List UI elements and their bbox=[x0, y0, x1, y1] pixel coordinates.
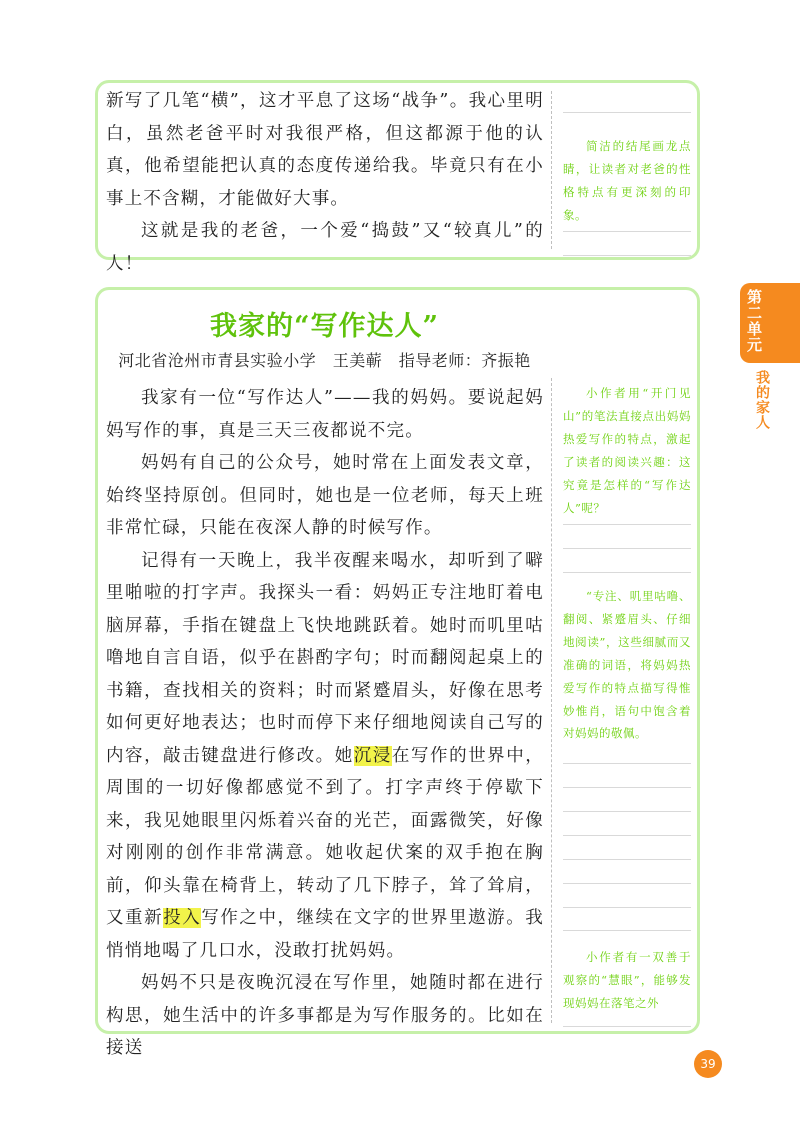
paragraph-3-part-c: 写作之中，继续在文字的世界里遨游。我悄悄地喝了几口水，没敢打扰妈妈。 bbox=[106, 908, 544, 961]
article-title: 我家的“写作达人” bbox=[209, 311, 440, 342]
page-number: 39 bbox=[694, 1050, 722, 1078]
paragraph-3-part-b: 在写作的世界中，周围的一切好像都感觉不到了。打字声终于停歇下来，我见她眼里闪烁着兴奋的光芒，面露微笑，好像对刚刚的创作非常满意。她收起伏案的双手抱在胸前，仰头靠在椅背上，转动了几下脖子，耸了耸肩，又重新 bbox=[106, 745, 544, 928]
side-note-3: “专注、叽里咕噜、翻阅、紧蹙眉头、仔细地阅读”，这些细腻而又准确的词语，将妈妈热爱写作的特点描写得惟妙惟肖，语句中饱含着对妈妈的敬佩。 bbox=[563, 585, 691, 745]
paragraph-3 bbox=[106, 545, 544, 968]
main-text-panel bbox=[95, 287, 700, 1058]
paragraph-4: 妈妈不只是夜晚沉浸在写作里，她随时都在进行构思，她生活中的许多事都是为写作服务的。比如在接送 bbox=[106, 973, 544, 1058]
unit-tab bbox=[740, 283, 800, 363]
side-note-1: 简洁的结尾画龙点睛，让读者对老爸的性格特点有更深刻的印象。 bbox=[563, 135, 691, 227]
highlight-word-2: 投入 bbox=[163, 908, 202, 928]
paragraph-2: 妈妈有自己的公众号，她时常在上面发表文章，始终坚持原创。但同时，她也是一位老师，每天上班非常忙碌，只能在夜深人静的时候写作。 bbox=[106, 453, 544, 538]
article-author: 河北省沧州市青县实验小学 王美蕲 指导老师：齐振艳 bbox=[118, 351, 531, 370]
unit-topic: 我的家人 bbox=[754, 370, 770, 430]
unit-label: 第二单元 bbox=[745, 289, 763, 353]
side-note-4: 小作者有一双善于观察的“慧眼”，能够发现妈妈在落笔之外 bbox=[563, 946, 691, 1015]
top-body bbox=[106, 85, 544, 280]
paragraph-3-part-a: 记得有一天晚上，我半夜醒来喝水，却听到了噼里啪啦的打字声。我探头一看：妈妈正专注地盯着电脑屏幕，手指在键盘上飞快地跳跃着。她时而叽里咕噜地自言自语，似乎在斟酌字句；时而翻阅起桌上的书籍，查找相关的资料；时而紧蹙眉头，好像在思考如何更好地表达；也时而停下来仔细地阅读自己写的内容，敲击键盘进行修改。她 bbox=[106, 550, 544, 766]
side-note-2: 小作者用“开门见山”的笔法直接点出妈妈热爱写作的特点，激起了读者的阅读兴趣：这究竟是怎样的“写作达人”呢？ bbox=[563, 382, 691, 519]
top-paragraph-2: 这就是我的老爸，一个爱“捣鼓”又“较真儿”的人！ bbox=[106, 221, 544, 274]
main-body bbox=[106, 382, 544, 1065]
highlight-word-1: 沉浸 bbox=[353, 745, 392, 766]
top-text-panel bbox=[95, 80, 700, 274]
margin-divider bbox=[551, 378, 552, 1023]
paragraph-1: 我家有一位“写作达人”——我的妈妈。要说起妈妈写作的事，真是三天三夜都说不完。 bbox=[106, 388, 544, 441]
margin-divider bbox=[551, 91, 552, 249]
top-paragraph-1: 新写了几笔“横”，这才平息了这场“战争”。我心里明白，虽然老爸平时对我很严格，但这都源于他的认真，他希望能把认真的态度传递给我。毕竟只有在小事上不含糊，才能做好大事。 bbox=[106, 91, 544, 209]
